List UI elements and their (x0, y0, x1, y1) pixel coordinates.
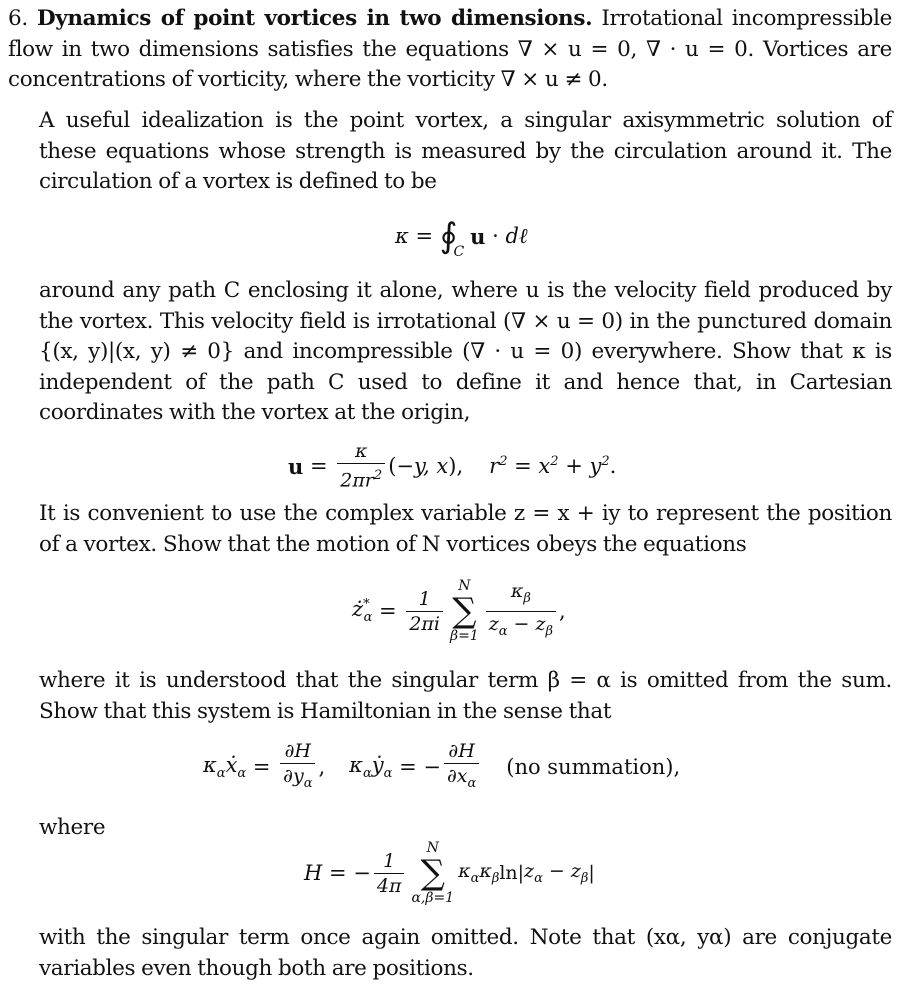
paragraph-where: where (39, 815, 106, 840)
equation-hamiltonian: H = − $\frac{1}{4\pi}$ N ∑ α,β=1 $\kappa_\alpha\kappa_\beta$ ln| $z_\alpha - z_\beta$ | (304, 840, 595, 906)
problem-intro (8, 4, 892, 96)
equation-motion-text (0, 0, 1, 1)
problem-intro-text: Irrotational incompressible flow in two dimensions satisfies the equations ∇ × u = 0, ∇ · u = 0. Vortices are concentrations of vorticity, where the vorticity ∇ × u ≠ 0. (8, 6, 892, 92)
paragraph-point-vortex: A useful idealization is the point vortex, a singular axisymmetric solution of these equations whose strength is measured by the circulation around it. The circulation of a vortex is defined to be (39, 108, 892, 194)
equation-circulation-text (0, 0, 1, 1)
paragraph-velocity-field: around any path C enclosing it alone, where u is the velocity field produced by the vortex. This velocity field is irrotational (∇ × u = 0) in the punctured domain {(x, y)|(x, y) ≠ 0} and incompressible (∇ · u = 0) everywhere. Show that κ is independent of the path C used to define it and hence that, in Cartesian coordinates with the vortex at the origin, (39, 278, 892, 425)
equation-hamiltonian-text (0, 0, 1, 1)
problem-number: 6. (8, 6, 28, 31)
equation-velocity-text (0, 0, 1, 1)
paragraph-conjugate-variables: with the singular term once again omitted. Note that (xα, yα) are conjugate variables even though both are positions. (39, 925, 892, 981)
equation-velocity: u = $\frac{\kappa}{2\pi r^2}$ ( −y, x ), $r^2$ = $x^2$ + $y^2$ . (288, 440, 617, 492)
equation-circulation: κ = ∮ C u · dℓ (395, 216, 528, 260)
equation-hamilton-text (0, 0, 1, 1)
paragraph-complex-variable: It is convenient to use the complex variable z = x + iy to represent the position of a vortex. Show that the motion of N vortices obeys the equations (39, 501, 892, 557)
equation-motion: $ż^*_\alpha$ = $\frac{1}{2\pi i}$ N ∑ β=1 $\frac{\kappa_\beta}{z_\alpha - z_\beta}$ , (352, 578, 566, 644)
equation-hamilton: $\kappa_\alpha ẋ_\alpha$ = $\frac{\partial H}{\partial y_\alpha}$ , $\kappa_\alpha ẏ_\alpha$ = − $\frac{\partial H}{\partial x_\alpha}$ (no summation), (203, 736, 680, 798)
paragraph-hamiltonian-system: where it is understood that the singular term β = α is omitted from the sum. Show that this system is Hamiltonian in the sense that (39, 668, 892, 724)
no-summation-note: (no summation), (506, 755, 681, 779)
problem-title: Dynamics of point vortices in two dimensions. (36, 6, 593, 31)
